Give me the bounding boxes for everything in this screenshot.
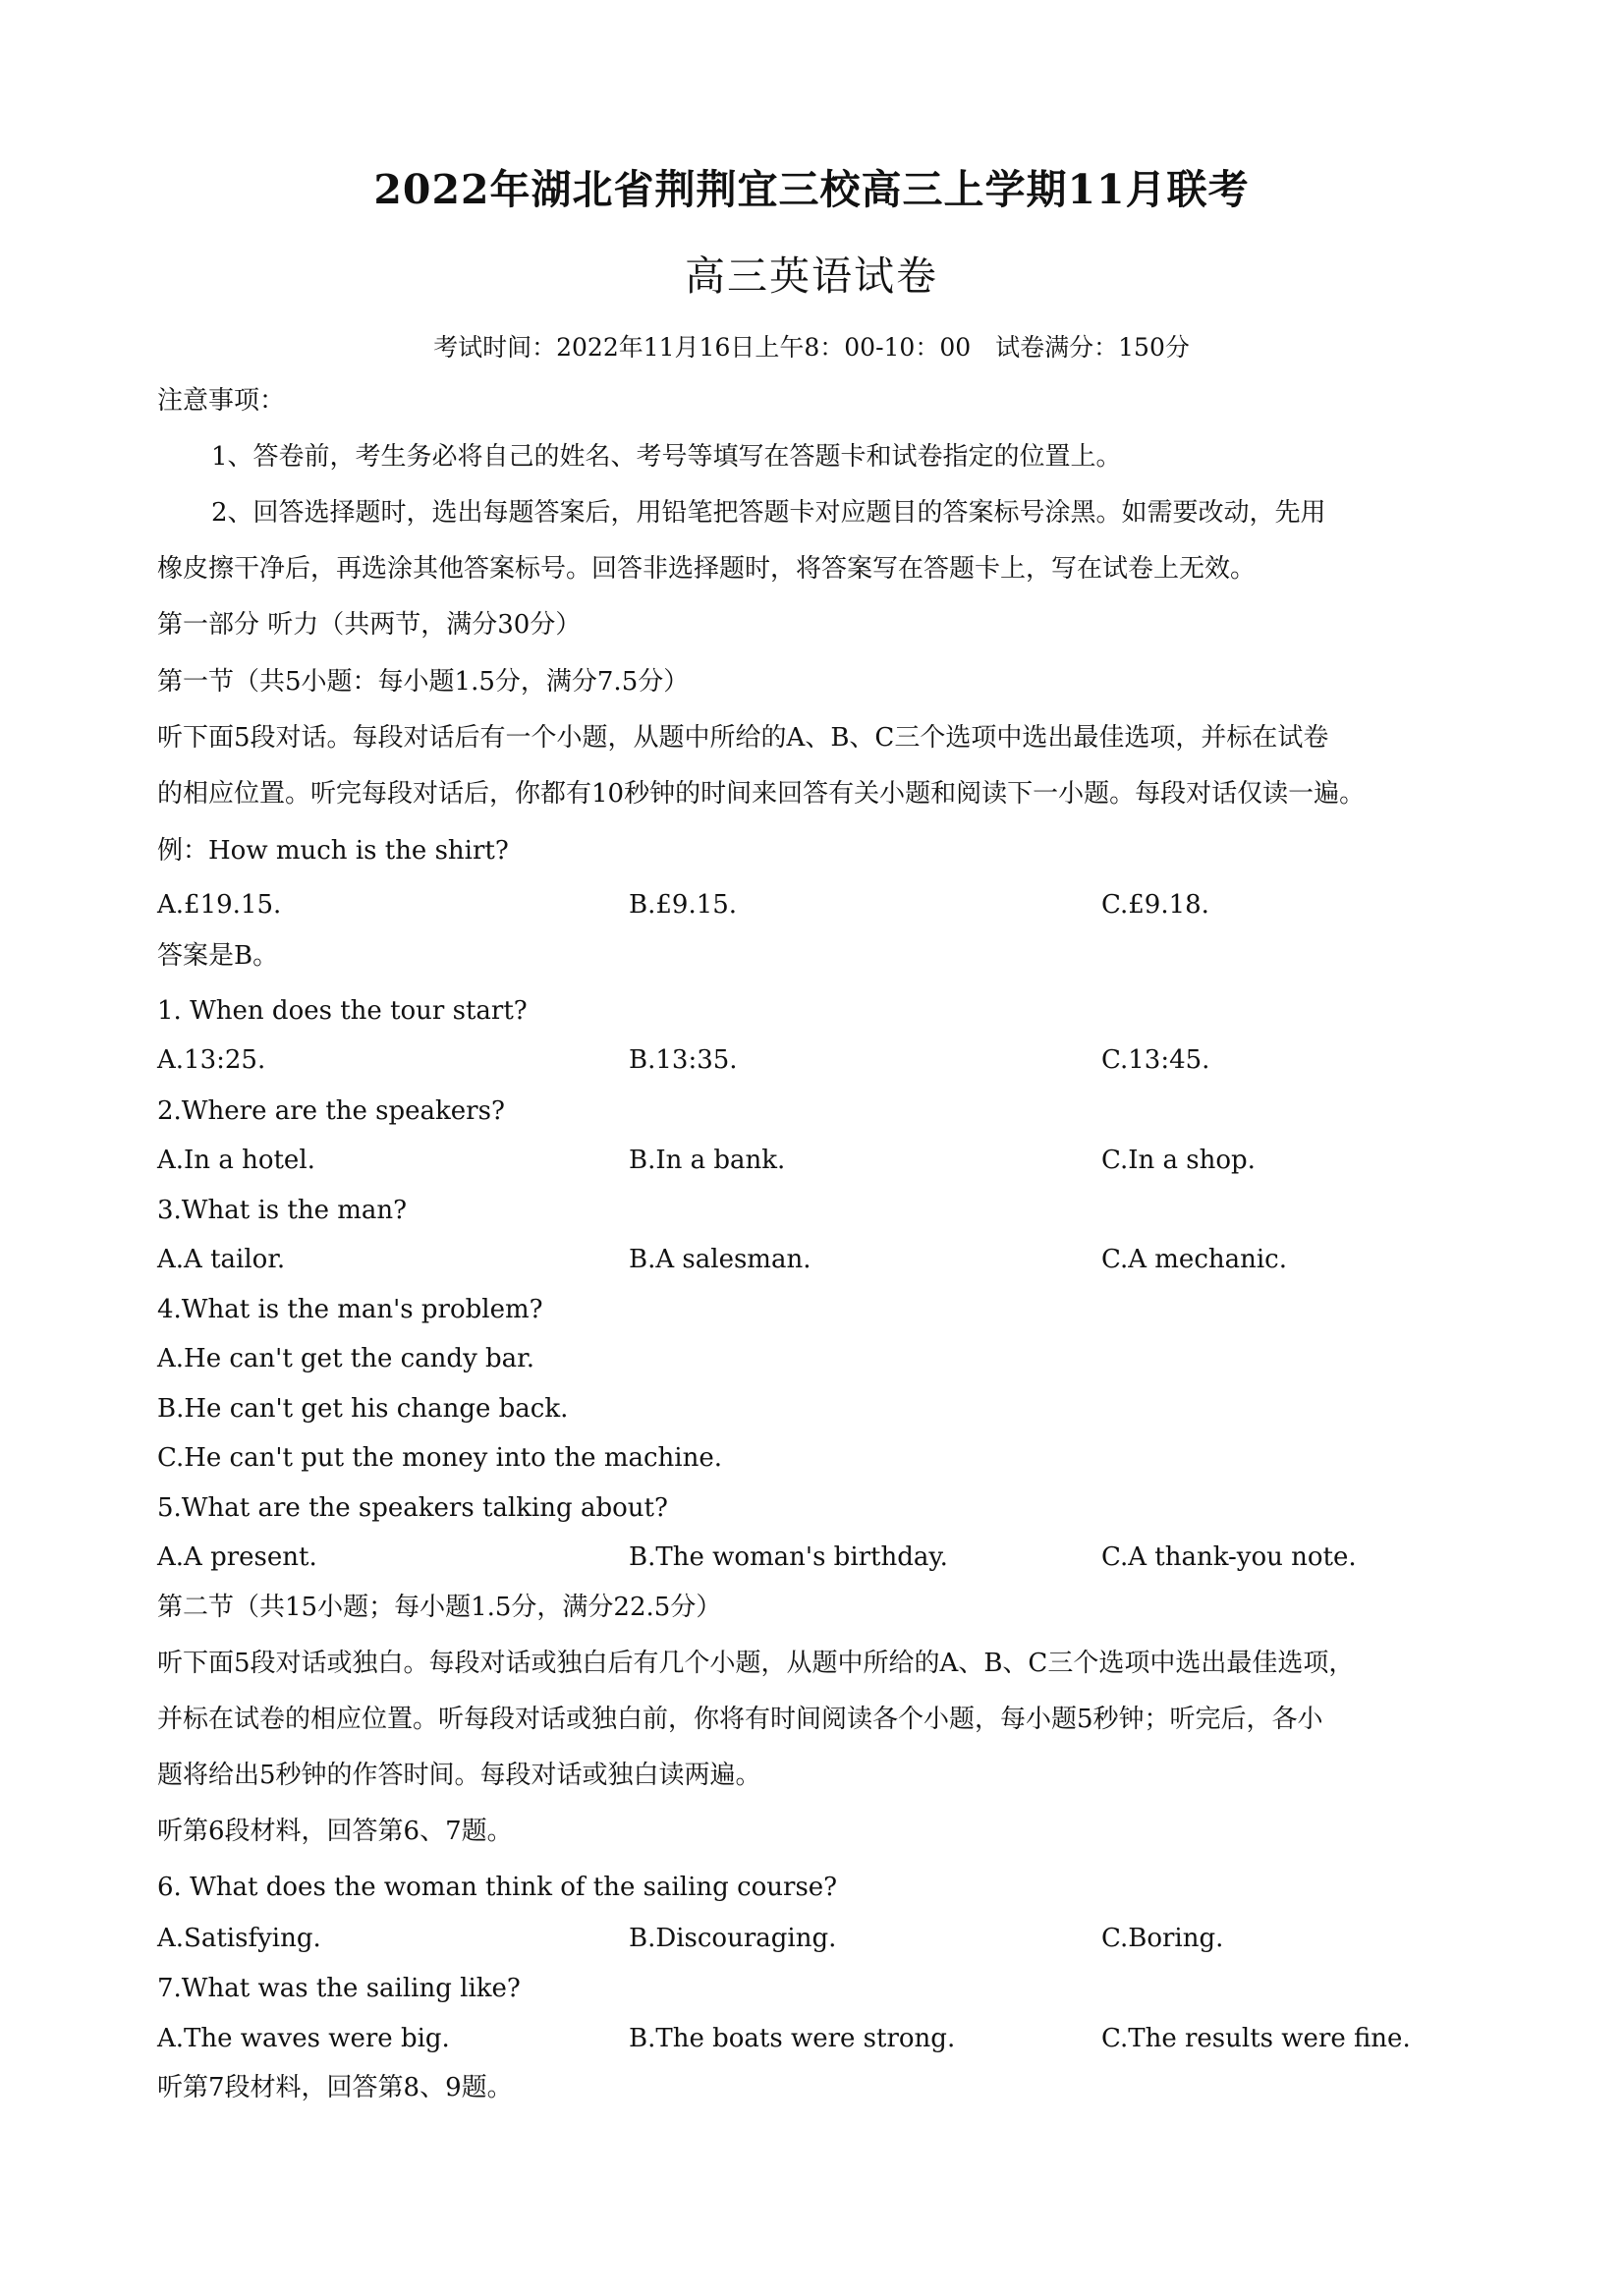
q1-option-c: C.13:45. — [1101, 1045, 1210, 1075]
q3-option-c: C.A mechanic. — [1101, 1245, 1288, 1274]
example-option-b: B.£9.15. — [629, 890, 738, 920]
page-title: 2022年湖北省荆荆宜三校高三上学期11月联考 — [373, 166, 1250, 213]
notice-item-2-line-1: 2、回答选择题时，选出每题答案后，用铅笔把答题卡对应题目的答案标号涂黑。如需要改动，先用 — [211, 498, 1326, 528]
section2-instructions-line-2: 并标在试卷的相应位置。听每段对话或独白前，你将有时间阅读各个小题，每小题5秒钟；听完后，各小 — [157, 1705, 1323, 1734]
notice-label: 注意事项： — [157, 386, 286, 416]
q7-option-c: C.The results were fine. — [1101, 2024, 1411, 2053]
example-answer: 答案是B。 — [157, 941, 279, 971]
q1-option-a: A.13:25. — [157, 1045, 266, 1075]
material-6-label: 听第6段材料，回答第6、7题。 — [157, 1817, 513, 1846]
part1-heading: 第一部分 听力（共两节，满分30分） — [157, 610, 582, 640]
section1-instructions-line-1: 听下面5段对话。每段对话后有一个小题，从题中所给的A、B、C三个选项中选出最佳选项，并标在试卷 — [157, 723, 1329, 753]
q3-option-a: A.A tailor. — [157, 1245, 286, 1274]
section2-heading: 第二节（共15小题；每小题1.5分，满分22.5分） — [157, 1593, 722, 1622]
section1-instructions-line-2: 的相应位置。听完每段对话后，你都有10秒钟的时间来回答有关小题和阅读下一小题。每段对话仅读一遍。 — [157, 779, 1366, 809]
q6-option-a: A.Satisfying. — [157, 1924, 321, 1953]
section2-instructions-line-3: 题将给出5秒钟的作答时间。每段对话或独白读两遍。 — [157, 1761, 761, 1790]
question-5: 5.What are the speakers talking about? — [157, 1493, 668, 1523]
notice-item-2-line-2: 橡皮擦干净后，再选涂其他答案标号。回答非选择题时，将答案写在答题卡上，写在试卷上无效。 — [157, 554, 1257, 584]
question-1: 1. When does the tour start? — [157, 996, 528, 1026]
q6-option-b: B.Discouraging. — [629, 1924, 837, 1953]
question-6: 6. What does the woman think of the sailing course? — [157, 1873, 838, 1902]
q6-option-c: C.Boring. — [1101, 1924, 1224, 1953]
question-3: 3.What is the man? — [157, 1196, 408, 1225]
material-7-label: 听第7段材料，回答第8、9题。 — [157, 2073, 513, 2102]
q5-option-a: A.A present. — [157, 1542, 317, 1572]
example-question: 例：How much is the shirt? — [157, 836, 509, 866]
question-4: 4.What is the man's problem? — [157, 1295, 543, 1324]
q7-option-b: B.The boats were strong. — [629, 2024, 956, 2053]
q4-option-c: C.He can't put the money into the machine. — [157, 1443, 723, 1473]
notice-item-1: 1、答卷前，考生务必将自己的姓名、考号等填写在答题卡和试卷指定的位置上。 — [211, 442, 1122, 472]
q7-option-a: A.The waves were big. — [157, 2024, 450, 2053]
question-7: 7.What was the sailing like? — [157, 1974, 521, 2003]
example-option-c: C.£9.18. — [1101, 890, 1209, 920]
section2-instructions-line-1: 听下面5段对话或独白。每段对话或独白后有几个小题，从题中所给的A、B、C三个选项中选出最佳选项， — [157, 1649, 1355, 1678]
exam-info: 考试时间：2022年11月16日上午8：00-10：00 试卷满分：150分 — [433, 333, 1190, 362]
q1-option-b: B.13:35. — [629, 1045, 738, 1075]
q4-option-b: B.He can't get his change back. — [157, 1394, 569, 1424]
q3-option-b: B.A salesman. — [629, 1245, 812, 1274]
q2-option-b: B.In a bank. — [629, 1146, 786, 1175]
q5-option-b: B.The woman's birthday. — [629, 1542, 948, 1572]
example-option-a: A.£19.15. — [157, 890, 282, 920]
section1-heading: 第一节（共5小题：每小题1.5分，满分7.5分） — [157, 667, 690, 697]
q5-option-c: C.A thank-you note. — [1101, 1542, 1357, 1572]
page-subtitle: 高三英语试卷 — [685, 252, 938, 300]
q4-option-a: A.He can't get the candy bar. — [157, 1344, 535, 1373]
q2-option-a: A.In a hotel. — [157, 1146, 315, 1175]
question-2: 2.Where are the speakers? — [157, 1096, 505, 1126]
q2-option-c: C.In a shop. — [1101, 1146, 1256, 1175]
